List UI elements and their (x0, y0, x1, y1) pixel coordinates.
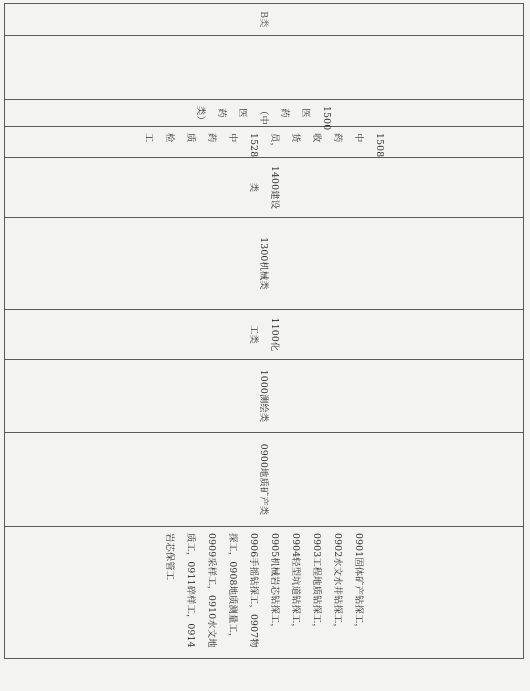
items-cell (5, 127, 524, 158)
group-label: 1500医药（中医药类） (195, 106, 333, 131)
group-label: 1400建设类 (248, 165, 280, 210)
group-cell (5, 218, 524, 310)
blank-column (5, 36, 524, 100)
group-cell (5, 360, 524, 433)
occupation-table (4, 3, 524, 659)
group-label: 1000测绘类 (258, 369, 270, 423)
items-cell (5, 527, 524, 659)
items-text: 1508中药收货员，1528中药质检工 (143, 133, 385, 158)
group-cell (5, 100, 524, 131)
group-label: 1300机械类 (258, 237, 270, 290)
group-cell (5, 433, 524, 527)
group-label: 1100化工类 (248, 317, 280, 352)
group-cell (5, 158, 524, 218)
category-b-label-cell (5, 4, 524, 36)
category-b-label: B类 (258, 11, 270, 28)
items-text: 0901固体矿产钻探工，0902水文水井钻探工，0903工程地质钻探工，0904轻型坑道钻探工，0905机械岩芯钻探工，0906手摇钻探工，0907物探工，0908地质测量工，0909采样工，0910水文地质工，0911碎样工，0914岩芯保管工 (164, 533, 364, 648)
group-label: 0900地质矿产类 (258, 443, 270, 516)
group-cell (5, 310, 524, 360)
